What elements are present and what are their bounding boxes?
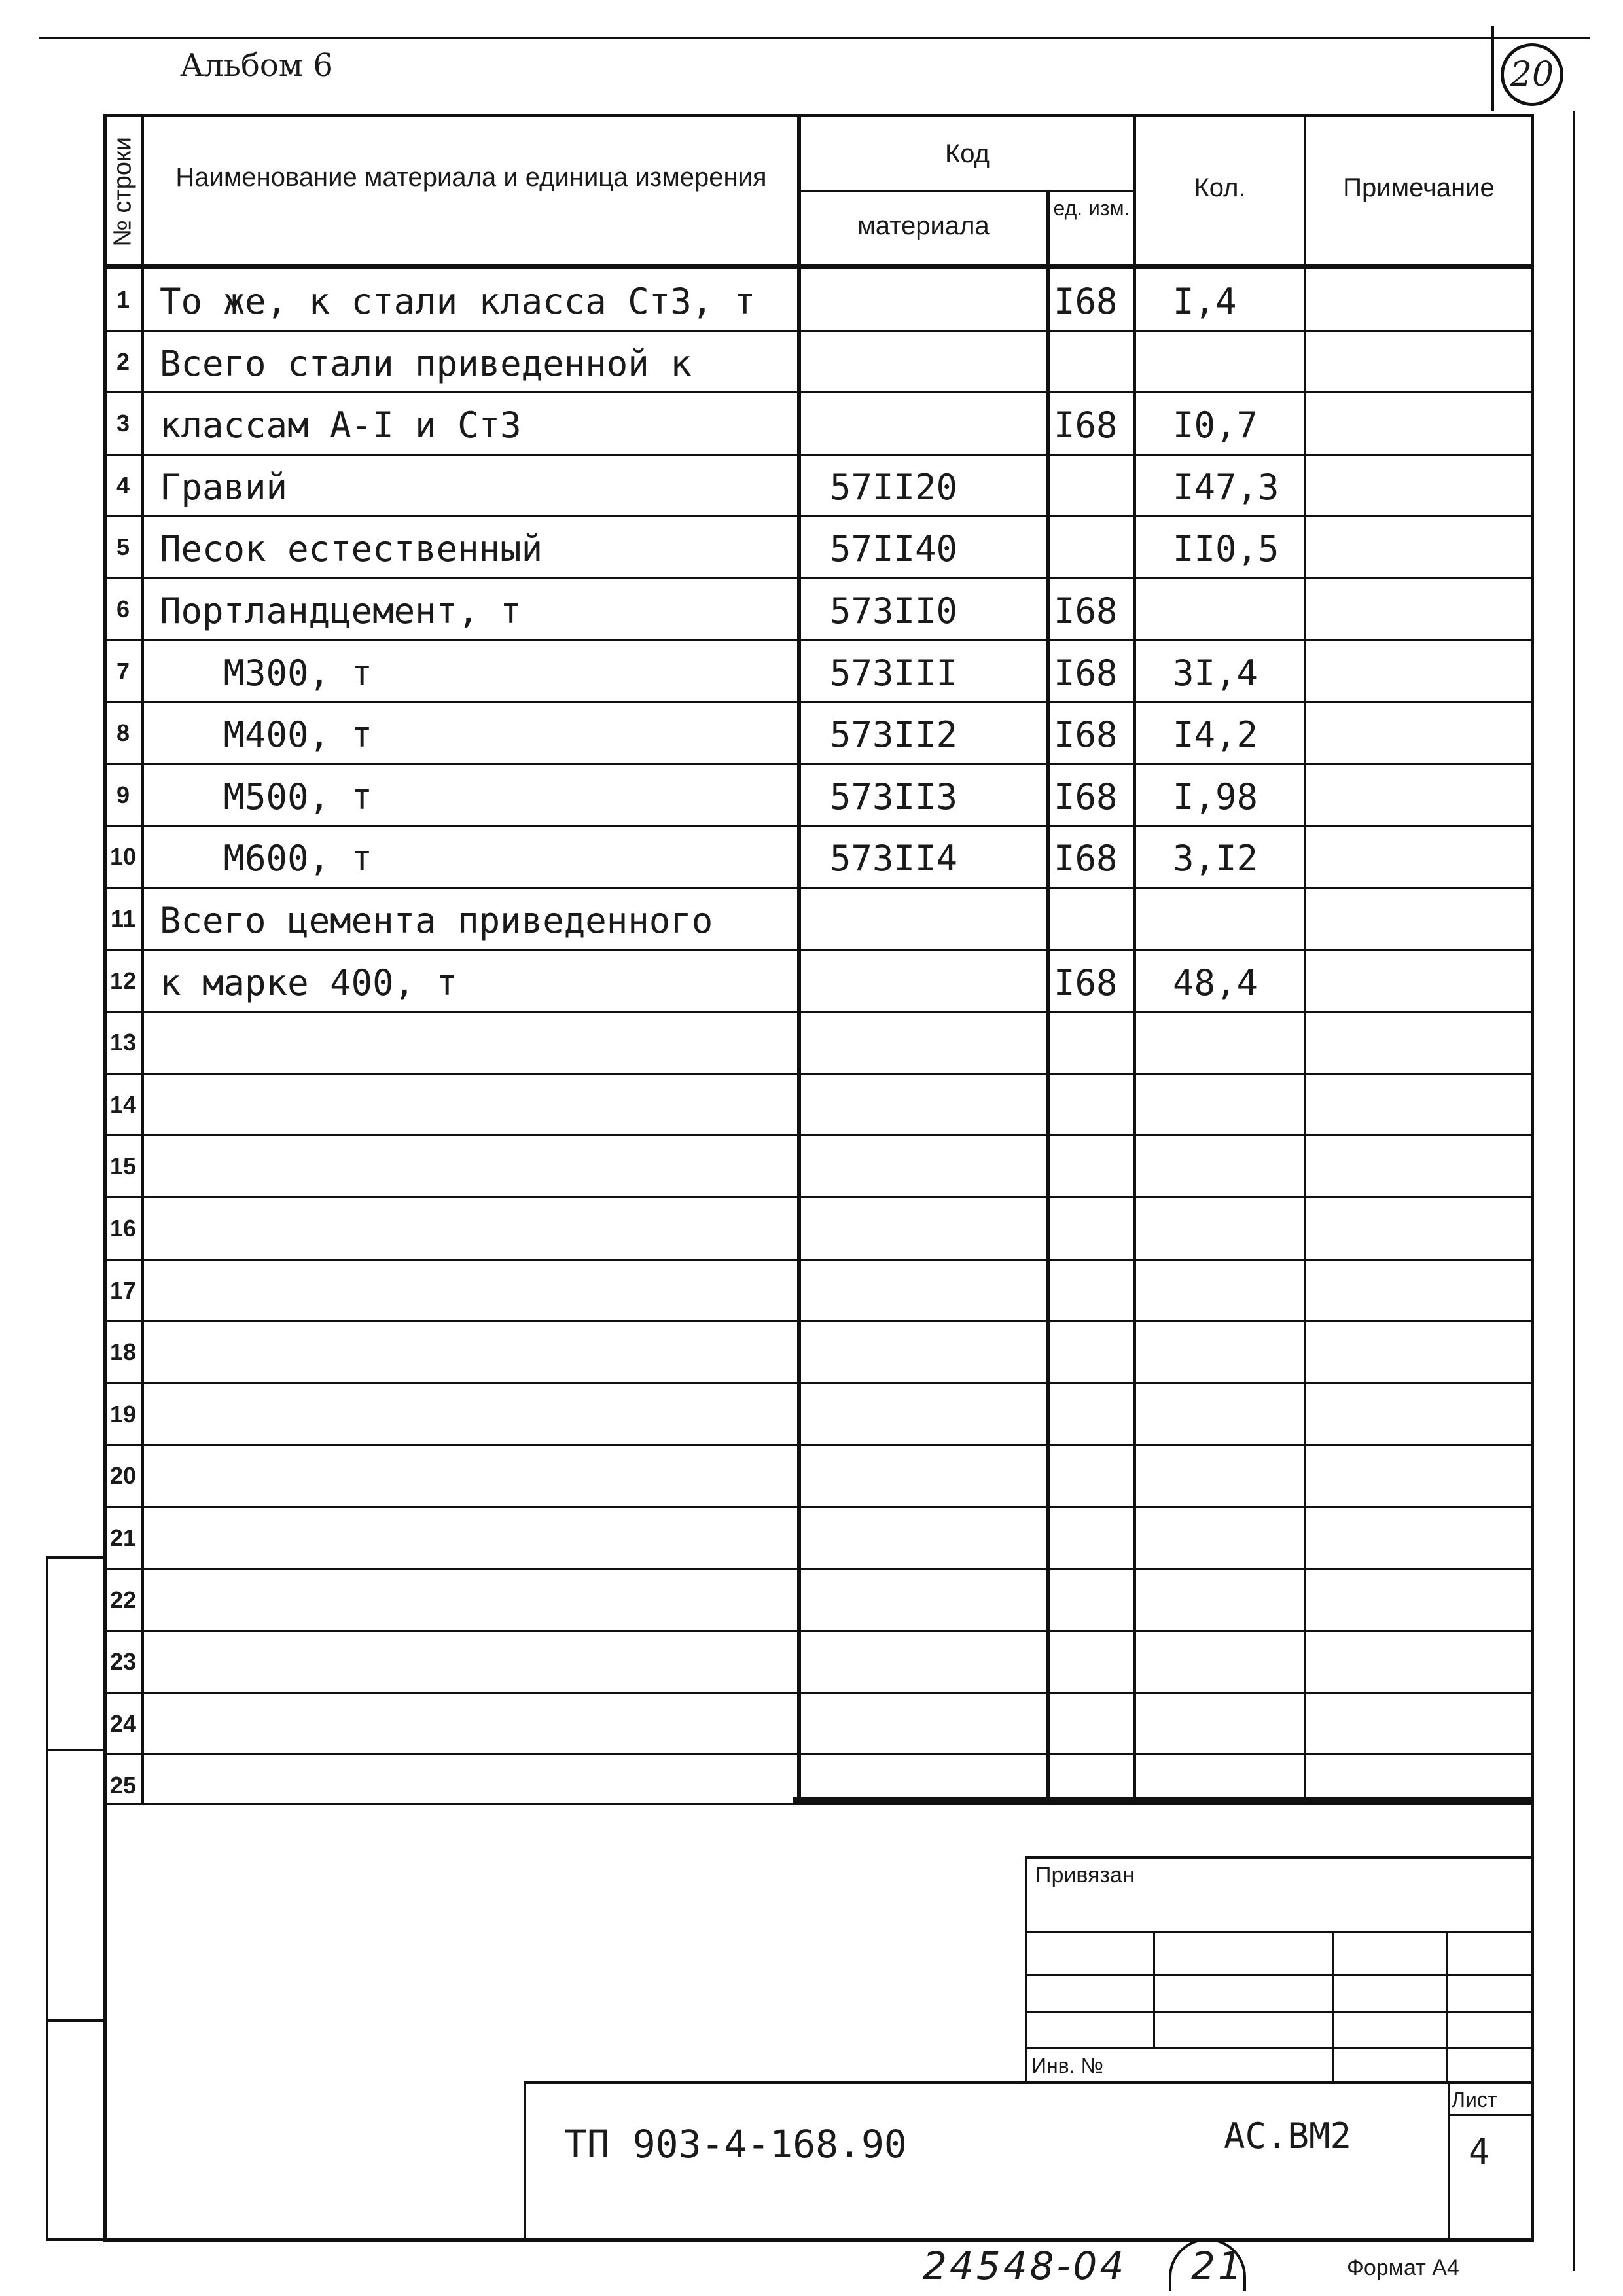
row-number: 19	[109, 1400, 137, 1427]
unit-code: I68	[1054, 961, 1118, 1003]
document-mark: АС.ВМ2	[1224, 2115, 1352, 2157]
row-divider	[103, 391, 1534, 393]
row-number: 25	[109, 1772, 137, 1799]
material-name: к марке 400, т	[160, 961, 458, 1003]
row-number: 5	[116, 533, 130, 561]
material-name: То же, к стали класса Ст3, т	[160, 281, 756, 322]
row-number: 4	[116, 471, 130, 499]
row-number: 18	[109, 1338, 137, 1366]
material-name: Всего цемента приведенного	[160, 900, 713, 941]
material-name: классам А-I и Ст3	[160, 404, 522, 446]
row-number: 9	[116, 781, 130, 808]
quantity: I,98	[1173, 776, 1258, 817]
material-code: 573II4	[830, 838, 958, 880]
page-number: 20	[1510, 55, 1554, 94]
row-number: 3	[116, 410, 130, 437]
unit-code: I68	[1054, 776, 1118, 817]
row-divider	[103, 330, 1534, 332]
row-divider	[103, 1259, 1534, 1261]
unit-code: I68	[1054, 652, 1118, 694]
sheet-label: Лист	[1452, 2088, 1497, 2111]
material-name: М400, т	[160, 714, 373, 756]
material-name: М600, т	[160, 838, 373, 880]
header-quantity: Кол.	[1194, 173, 1246, 202]
row-number: 7	[116, 657, 130, 685]
row-divider	[103, 1568, 1534, 1570]
quantity: 48,4	[1173, 961, 1258, 1003]
row-number: 21	[109, 1524, 137, 1551]
row-divider	[103, 1382, 1534, 1384]
header-note: Примечание	[1343, 173, 1495, 202]
header-code: Код	[944, 139, 990, 168]
row-divider	[103, 454, 1534, 456]
material-name: Гравий	[160, 466, 288, 508]
row-divider	[103, 825, 1534, 827]
page-number-badge	[1501, 43, 1563, 106]
header-code-material: материала	[857, 211, 990, 240]
material-name: М500, т	[160, 776, 373, 817]
header-code-unit: ед. изм.	[1053, 196, 1130, 220]
material-code: 57II40	[830, 528, 958, 570]
row-divider	[103, 1073, 1534, 1075]
unit-code: I68	[1054, 590, 1118, 632]
material-code: 573III	[830, 652, 958, 694]
row-divider	[103, 515, 1534, 517]
row-divider	[103, 577, 1534, 579]
material-code: 573II2	[830, 714, 958, 756]
row-divider	[103, 763, 1534, 765]
row-divider	[103, 639, 1534, 641]
bound-to-label: Привязан	[1035, 1863, 1135, 1888]
row-divider	[103, 1196, 1534, 1198]
row-number: 10	[109, 843, 137, 870]
row-number: 14	[109, 1090, 137, 1118]
row-divider	[103, 949, 1534, 951]
row-number: 20	[109, 1462, 137, 1490]
quantity: 3,I2	[1173, 838, 1258, 880]
circled-number: 21	[1191, 2244, 1245, 2288]
material-name: Всего стали приведенной к	[160, 342, 692, 384]
row-divider	[103, 1444, 1534, 1446]
row-number: 1	[116, 286, 130, 313]
row-divider	[103, 1753, 1534, 1755]
row-number: 13	[109, 1029, 137, 1056]
row-divider	[103, 1692, 1534, 1694]
row-divider	[103, 1630, 1534, 1632]
row-divider	[103, 1506, 1534, 1508]
row-number: 24	[109, 1710, 137, 1737]
row-divider	[103, 887, 1534, 889]
quantity: I0,7	[1173, 404, 1258, 446]
unit-code: I68	[1054, 838, 1118, 880]
archive-number: 24548-04	[923, 2244, 1127, 2288]
quantity: I47,3	[1173, 466, 1279, 508]
row-number: 6	[116, 596, 130, 622]
row-number: 8	[116, 719, 130, 747]
row-number: 11	[110, 905, 136, 932]
row-number: 23	[109, 1648, 137, 1676]
unit-code: I68	[1054, 404, 1118, 446]
material-name: М300, т	[160, 652, 373, 694]
header-name: Наименование материала и единица измерения	[175, 163, 767, 192]
row-number: 15	[109, 1153, 137, 1180]
row-divider	[103, 701, 1534, 703]
unit-code: I68	[1054, 714, 1118, 756]
row-number: 22	[109, 1586, 137, 1613]
header-row-number: № строки	[109, 137, 137, 247]
sheet-number: 4	[1469, 2131, 1490, 2172]
quantity: 3I,4	[1173, 652, 1258, 694]
row-divider	[103, 1134, 1534, 1136]
format-label: Формат А4	[1347, 2255, 1459, 2280]
quantity: II0,5	[1173, 528, 1279, 570]
material-name: Песок естественный	[160, 528, 543, 570]
quantity: I,4	[1173, 281, 1237, 322]
row-divider	[103, 1320, 1534, 1322]
material-code: 573II0	[830, 590, 958, 632]
row-number: 17	[109, 1276, 137, 1304]
row-number: 16	[109, 1215, 137, 1242]
row-number: 12	[109, 967, 137, 994]
document-code: ТП 903-4-168.90	[564, 2122, 907, 2166]
material-name: Портландцемент, т	[160, 590, 522, 632]
quantity: I4,2	[1173, 714, 1258, 756]
row-number: 2	[116, 348, 130, 375]
inventory-number-label: Инв. №	[1031, 2054, 1103, 2077]
material-code: 57II20	[830, 466, 958, 508]
unit-code: I68	[1054, 281, 1118, 322]
album-label: Альбом 6	[180, 47, 333, 84]
row-divider	[103, 1011, 1534, 1013]
material-code: 573II3	[830, 776, 958, 817]
